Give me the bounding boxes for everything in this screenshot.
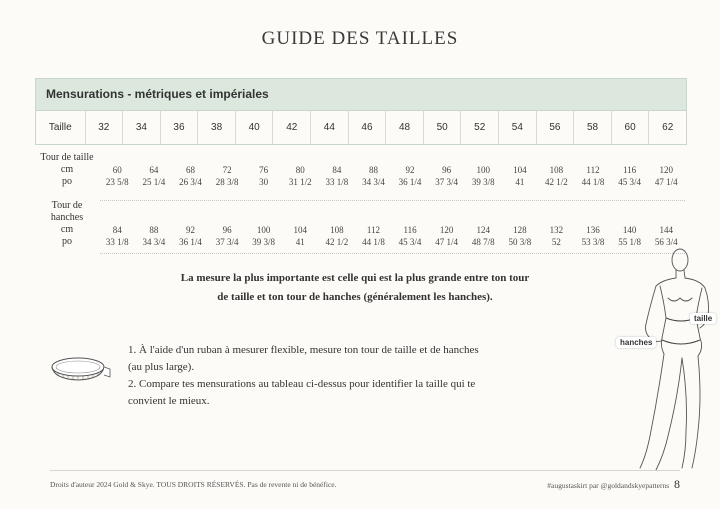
hips-cm-value: 112 (366, 225, 381, 235)
waist-tag: taille (690, 313, 716, 324)
waist-cm-value: 88 (368, 165, 378, 175)
page-title: GUIDE DES TAILLES (261, 28, 459, 49)
waist-in-value: 47 1/4 (654, 177, 678, 187)
hips-cm-value: 96 (222, 225, 232, 235)
hips-cm-value: 144 (659, 225, 673, 235)
footer-credit-text: #augustaskirt par @goldandskyepatterns (547, 481, 670, 490)
hips-in-value: 39 3/8 (252, 237, 276, 247)
size-cell: 46 (349, 111, 387, 144)
hips-in-value: 50 3/8 (508, 237, 532, 247)
hips-cm-value: 128 (513, 225, 527, 235)
hips-in-label: po (62, 236, 72, 247)
hips-in-value: 53 3/8 (581, 237, 605, 247)
waist-in-value: 33 1/8 (325, 177, 349, 187)
waist-in-value: 39 3/8 (471, 177, 495, 187)
size-cell: 44 (311, 111, 349, 144)
size-cell: 38 (198, 111, 236, 144)
size-cell: 58 (574, 111, 612, 144)
hips-cm-value: 92 (185, 225, 195, 235)
size-cell: 36 (161, 111, 199, 144)
size-cell: 54 (499, 111, 537, 144)
size-cell: 60 (612, 111, 650, 144)
waist-in-value: 44 1/8 (581, 177, 605, 187)
page-number: 8 (674, 477, 680, 491)
waist-in-value: 28 3/8 (215, 177, 239, 187)
size-row (36, 111, 686, 144)
size-cell: 50 (424, 111, 462, 144)
size-label: Taille (36, 111, 86, 144)
hips-in-value: 55 1/8 (618, 237, 641, 247)
footer-copyright: Droits d'auteur 2024 Gold & Skye. TOUS DROITS RÉSERVÉS. Pas de revente ni de bénéfice. (50, 480, 337, 489)
hips-in-value: 52 (551, 237, 561, 247)
hips-in-value: 47 1/4 (435, 237, 459, 247)
waist-cm-value: 72 (222, 165, 232, 175)
step-1-line-1: 1. À l'aide d'un ruban à mesurer flexible, mesure ton tour de taille et de hanches (128, 344, 479, 356)
waist-in-value: 25 1/4 (142, 177, 166, 187)
footer-credit (470, 477, 680, 492)
waist-in-value: 31 1/2 (288, 177, 312, 187)
size-cell: 34 (123, 111, 161, 144)
size-cell: 42 (273, 111, 311, 144)
hips-cm-value: 136 (586, 225, 600, 235)
hips-in-value: 41 (295, 237, 305, 247)
hips-cm-value: 84 (112, 225, 122, 235)
waist-cm-value: 112 (586, 165, 600, 175)
waist-cm-label: cm (60, 164, 74, 175)
waist-label: Tour de taille (40, 152, 94, 163)
hips-in-value: 34 3/4 (142, 237, 166, 247)
hips-tag: hanches (616, 337, 656, 348)
waist-cm-value: 96 (442, 165, 452, 175)
waist-in-value: 37 3/4 (435, 177, 459, 187)
hips-cm-value: 100 (256, 225, 271, 235)
waist-cm-value: 80 (295, 165, 305, 175)
waist-in-value: 42 1/2 (545, 177, 568, 187)
size-cell: 52 (461, 111, 499, 144)
step-2-line-1: 2. Compare tes mensurations au tableau ci-dessus pour identifier la taille qui te (128, 378, 476, 390)
row-separator (100, 253, 685, 254)
waist-cm-value: 64 (149, 165, 159, 175)
hips-in-value: 48 7/8 (471, 237, 495, 247)
hips-cm-value: 108 (330, 225, 344, 235)
waist-cm-value: 76 (259, 165, 269, 175)
waist-cm-value: 100 (476, 165, 490, 175)
waist-cm-value: 120 (659, 165, 673, 175)
hips-cm-value: 116 (403, 225, 417, 235)
hips-cm-value: 124 (476, 225, 490, 235)
size-cell: 48 (386, 111, 424, 144)
hips-in-value: 33 1/8 (105, 237, 129, 247)
waist-cm-value: 84 (332, 165, 342, 175)
waist-cm-value: 60 (112, 165, 122, 175)
table-heading: Mensurations - métriques et impériales (36, 79, 686, 111)
waist-cm-value: 68 (185, 165, 195, 175)
waist-in-value: 36 1/4 (398, 177, 422, 187)
size-cell: 32 (86, 111, 124, 144)
important-line-1: La mesure la plus importante est celle qui est la plus grande entre ton tour (180, 272, 530, 284)
waist-in-value: 41 (515, 177, 525, 187)
waist-cm-value: 92 (405, 165, 415, 175)
hips-cm-value: 104 (293, 225, 308, 235)
waist-in-label: po (62, 176, 72, 187)
waist-cm-value: 108 (549, 165, 564, 175)
waist-cm-value: 116 (623, 165, 637, 175)
important-line-2: de taille et ton tour de hanches (généralement les hanches). (217, 291, 493, 303)
waist-in-value: 45 3/4 (618, 177, 641, 187)
waist-cm-value: 104 (513, 165, 527, 175)
size-cell: 40 (236, 111, 274, 144)
instructions (128, 342, 508, 410)
measuring-tape-icon (50, 353, 112, 385)
size-table (35, 78, 687, 145)
hips-cm-value: 140 (622, 225, 637, 235)
waist-measurements (35, 152, 685, 188)
waist-in-value: 34 3/4 (362, 177, 385, 187)
fashion-figure-illustration (610, 246, 720, 476)
size-cell: 56 (537, 111, 575, 144)
hips-cm-value: 120 (439, 225, 454, 235)
hips-in-value: 45 3/4 (398, 237, 422, 247)
important-note (150, 269, 560, 307)
footer-divider (50, 470, 680, 471)
step-1-line-2: (au plus large). (128, 361, 195, 373)
hips-in-value: 44 1/8 (362, 237, 385, 247)
hips-in-value: 56 3/4 (654, 237, 678, 247)
hips-label-line1: Tour de (51, 200, 83, 211)
waist-in-value: 23 5/8 (105, 177, 129, 187)
hips-cm-value: 132 (549, 225, 564, 235)
waist-in-value: 30 (259, 177, 269, 187)
waist-in-value: 26 3/4 (179, 177, 202, 187)
hips-cm-value: 88 (149, 225, 159, 235)
hips-label-line2: hanches (50, 212, 84, 223)
step-2-line-2: convient le mieux. (128, 395, 210, 407)
size-cell: 62 (662, 122, 674, 133)
hips-in-value: 37 3/4 (215, 237, 239, 247)
hips-measurements (35, 200, 685, 248)
hips-in-value: 36 1/4 (179, 237, 202, 247)
hips-cm-label: cm (60, 224, 74, 235)
hips-in-value: 42 1/2 (325, 237, 349, 247)
